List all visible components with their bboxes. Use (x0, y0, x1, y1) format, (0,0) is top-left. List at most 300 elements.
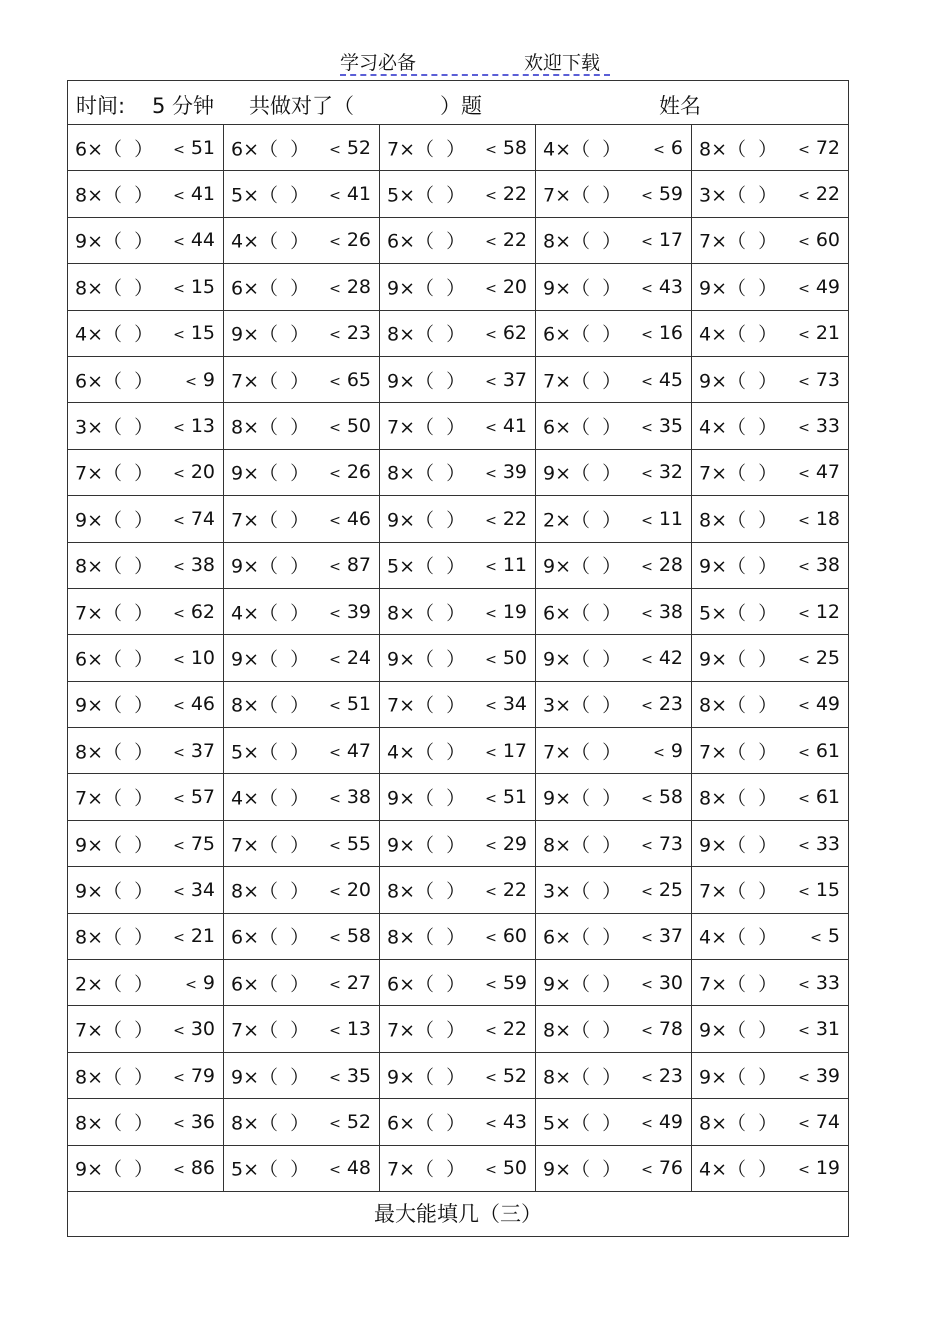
times-blank: ×（ ） (243, 602, 310, 625)
less-than-sign: < (485, 1162, 497, 1179)
problem-multiplier (543, 181, 621, 208)
limit-number: 22 (502, 507, 527, 530)
problem-cell (224, 635, 380, 681)
problem-limit (329, 322, 371, 344)
problem-cell (380, 543, 536, 589)
problem-multiplier (387, 1155, 465, 1182)
multiplier-digit: 7 (699, 880, 712, 903)
problem-limit (173, 183, 215, 205)
problem-multiplier (387, 876, 465, 903)
problem-multiplier (75, 1016, 153, 1043)
problem-multiplier (543, 598, 621, 625)
problem-multiplier (75, 876, 153, 903)
problem-cell (536, 171, 692, 217)
less-than-sign: < (485, 1023, 497, 1040)
less-than-sign: < (798, 605, 810, 622)
problem-cell (692, 867, 848, 913)
problem-multiplier (699, 552, 777, 579)
limit-number: 51 (190, 136, 215, 159)
less-than-sign: < (329, 651, 341, 668)
less-than-sign: < (485, 512, 497, 529)
problem-cell (536, 914, 692, 960)
multiplier-digit: 6 (75, 370, 88, 393)
problem-cell (536, 867, 692, 913)
problem-cell (536, 1146, 692, 1192)
less-than-sign: < (329, 280, 341, 297)
problem-cell (692, 821, 848, 867)
limit-number: 62 (502, 322, 527, 345)
times-blank: ×（ ） (399, 741, 466, 764)
problem-multiplier (75, 320, 153, 347)
problem-multiplier (387, 969, 465, 996)
times-blank: ×（ ） (87, 648, 154, 671)
problem-multiplier (387, 366, 465, 393)
times-blank: ×（ ） (555, 1066, 622, 1088)
problem-limit (329, 415, 371, 437)
problem-limit (485, 415, 527, 437)
problem-limit (798, 1018, 840, 1040)
problem-cell (224, 1006, 380, 1052)
problem-multiplier (699, 366, 777, 393)
multiplier-digit: 9 (543, 1158, 556, 1181)
multiplier-digit: 8 (231, 694, 244, 717)
less-than-sign: < (798, 1115, 810, 1132)
less-than-sign: < (641, 327, 653, 344)
problem-limit (485, 554, 527, 576)
problem-multiplier (387, 552, 465, 579)
problem-cell (536, 311, 692, 357)
problem-cell (68, 728, 224, 774)
less-than-sign: < (173, 1115, 185, 1132)
problem-multiplier (75, 181, 153, 208)
problem-multiplier (75, 366, 153, 393)
times-blank: ×（ ） (711, 1158, 778, 1181)
times-blank: ×（ ） (87, 1112, 154, 1135)
times-blank: ×（ ） (555, 370, 622, 393)
problem-limit (173, 554, 215, 576)
multiplier-digit: 8 (231, 416, 244, 439)
limit-number: 75 (190, 832, 215, 855)
multiplier-digit: 6 (543, 926, 556, 949)
multiplier-digit: 5 (231, 1158, 244, 1181)
less-than-sign: < (485, 1069, 497, 1086)
problem-cell (692, 589, 848, 635)
limit-number: 22 (502, 1018, 527, 1041)
multiplier-digit: 6 (387, 973, 400, 996)
problem-limit (329, 879, 371, 901)
less-than-sign: < (329, 512, 341, 529)
problem-multiplier (231, 227, 309, 254)
times-blank: ×（ ） (711, 602, 778, 625)
problem-limit (173, 833, 215, 855)
problem-cell (692, 496, 848, 542)
times-blank: ×（ ） (87, 416, 154, 439)
less-than-sign: < (641, 234, 653, 251)
limit-number: 50 (502, 1157, 527, 1180)
problem-multiplier (543, 691, 621, 718)
problem-cell (380, 635, 536, 681)
problem-multiplier (231, 969, 309, 996)
less-than-sign: < (641, 280, 653, 297)
problem-limit (641, 415, 683, 437)
times-blank: ×（ ） (555, 555, 622, 578)
name-label: 姓名 (659, 94, 701, 118)
less-than-sign: < (653, 141, 665, 158)
times-blank: ×（ ） (555, 1019, 622, 1042)
problem-multiplier (231, 552, 309, 579)
limit-number: 52 (502, 1064, 527, 1087)
less-than-sign: < (329, 605, 341, 622)
limit-number: 17 (502, 739, 527, 762)
limit-number: 60 (502, 925, 527, 948)
problem-cell (224, 914, 380, 960)
problem-multiplier (75, 505, 153, 532)
problem-limit (641, 925, 683, 947)
times-blank: ×（ ） (555, 602, 622, 625)
times-blank: ×（ ） (87, 184, 154, 207)
problem-cell (536, 960, 692, 1006)
limit-number: 38 (658, 600, 683, 623)
problem-multiplier (231, 505, 309, 532)
less-than-sign: < (641, 791, 653, 808)
problem-multiplier (75, 273, 153, 300)
problem-cell (380, 821, 536, 867)
multiplier-digit: 3 (699, 184, 712, 207)
limit-number: 30 (190, 1018, 215, 1041)
multiplier-digit: 9 (75, 834, 88, 857)
times-blank: ×（ ） (243, 694, 310, 717)
multiplier-digit: 9 (387, 787, 400, 810)
problem-limit (173, 1111, 215, 1133)
problem-cell (536, 218, 692, 264)
problem-limit (173, 1157, 215, 1179)
limit-number: 58 (346, 925, 371, 948)
less-than-sign: < (798, 1162, 810, 1179)
multiplier-digit: 9 (699, 1019, 712, 1042)
problem-limit (641, 833, 683, 855)
limit-number: 10 (190, 646, 215, 669)
problem-limit (329, 1157, 371, 1179)
problem-limit (329, 740, 371, 762)
problem-limit (641, 183, 683, 205)
times-blank: ×（ ） (243, 370, 310, 393)
problem-multiplier (699, 737, 777, 764)
multiplier-digit: 4 (75, 323, 88, 346)
problem-multiplier (543, 134, 621, 161)
less-than-sign: < (641, 420, 653, 437)
less-than-sign: < (641, 188, 653, 205)
problem-limit (641, 369, 683, 391)
times-blank: ×（ ） (243, 138, 310, 161)
times-blank: ×（ ） (555, 741, 622, 764)
multiplier-digit: 9 (699, 648, 712, 671)
less-than-sign: < (185, 373, 197, 390)
limit-number: 21 (815, 322, 840, 345)
problem-cell (380, 914, 536, 960)
problem-cell (224, 218, 380, 264)
problem-cell (68, 264, 224, 310)
problem-limit (485, 229, 527, 251)
less-than-sign: < (485, 373, 497, 390)
problem-limit (329, 925, 371, 947)
limit-number: 22 (502, 229, 527, 252)
problem-limit (798, 183, 840, 205)
problem-multiplier (75, 598, 153, 625)
less-than-sign: < (641, 373, 653, 390)
problem-cell (68, 589, 224, 635)
times-blank: ×（ ） (399, 834, 466, 857)
times-blank: ×（ ） (555, 462, 622, 485)
multiplier-digit: 9 (387, 509, 400, 532)
multiplier-digit: 9 (75, 509, 88, 532)
multiplier-digit: 6 (231, 973, 244, 996)
problem-multiplier (387, 830, 465, 857)
less-than-sign: < (173, 1023, 185, 1040)
multiplier-digit: 8 (543, 834, 556, 857)
problem-limit (329, 647, 371, 669)
less-than-sign: < (485, 883, 497, 900)
problem-cell (224, 1146, 380, 1192)
times-blank: ×（ ） (555, 880, 622, 903)
problem-limit (173, 1065, 215, 1087)
page-header (0, 44, 950, 80)
limit-number: 60 (815, 229, 840, 252)
limit-number: 41 (190, 183, 215, 206)
times-blank: ×（ ） (711, 277, 778, 300)
multiplier-digit: 8 (543, 230, 556, 253)
times-blank: ×（ ） (399, 555, 466, 578)
problem-cell (692, 264, 848, 310)
limit-number: 33 (815, 832, 840, 855)
times-blank: ×（ ） (711, 230, 778, 253)
limit-number: 6 (670, 136, 683, 159)
less-than-sign: < (329, 420, 341, 437)
problem-cell (380, 496, 536, 542)
less-than-sign: < (798, 744, 810, 761)
problem-cell (68, 1146, 224, 1192)
times-blank: ×（ ） (243, 1112, 310, 1135)
less-than-sign: < (329, 1162, 341, 1179)
problem-multiplier (699, 1108, 777, 1135)
less-than-sign: < (798, 837, 810, 854)
problem-limit (329, 461, 371, 483)
multiplier-digit: 9 (543, 648, 556, 671)
times-blank: ×（ ） (555, 184, 622, 207)
multiplier-digit: 9 (543, 462, 556, 485)
problem-limit (173, 740, 215, 762)
times-blank: ×（ ） (711, 973, 778, 996)
multiplier-digit: 5 (387, 555, 400, 578)
problem-multiplier (699, 320, 777, 347)
less-than-sign: < (173, 651, 185, 668)
limit-number: 26 (346, 229, 371, 252)
problem-cell (68, 496, 224, 542)
limit-number: 73 (658, 832, 683, 855)
times-blank: ×（ ） (87, 602, 154, 625)
multiplier-digit: 8 (75, 555, 88, 578)
problem-limit (329, 601, 371, 623)
times-blank: ×（ ） (243, 230, 310, 253)
problem-multiplier (231, 320, 309, 347)
problem-multiplier (75, 1062, 153, 1089)
limit-number: 31 (815, 1018, 840, 1041)
limit-number: 47 (815, 461, 840, 484)
times-blank: ×（ ） (243, 184, 310, 207)
less-than-sign: < (798, 280, 810, 297)
times-blank: ×（ ） (87, 973, 154, 996)
multiplier-digit: 4 (699, 323, 712, 346)
limit-number: 51 (346, 693, 371, 716)
problem-limit (798, 601, 840, 623)
problem-limit (173, 647, 215, 669)
limit-number: 11 (658, 507, 683, 530)
less-than-sign: < (329, 141, 341, 158)
time-value: 5 分钟 (152, 94, 215, 118)
multiplier-digit: 9 (75, 1158, 88, 1181)
times-blank: ×（ ） (399, 602, 466, 625)
multiplier-digit: 8 (75, 1066, 88, 1088)
less-than-sign: < (798, 327, 810, 344)
problem-multiplier (387, 320, 465, 347)
less-than-sign: < (485, 930, 497, 947)
problem-multiplier (543, 366, 621, 393)
problem-multiplier (231, 598, 309, 625)
multiplier-digit: 8 (231, 880, 244, 903)
problem-limit (798, 229, 840, 251)
limit-number: 50 (346, 415, 371, 438)
less-than-sign: < (485, 466, 497, 483)
problem-limit (485, 925, 527, 947)
problem-cell (536, 496, 692, 542)
times-blank: ×（ ） (711, 323, 778, 346)
less-than-sign: < (798, 559, 810, 576)
limit-number: 43 (658, 275, 683, 298)
times-blank: ×（ ） (711, 1066, 778, 1088)
multiplier-digit: 9 (543, 277, 556, 300)
problem-limit (185, 369, 215, 391)
less-than-sign: < (173, 837, 185, 854)
header-dashed-underline (340, 74, 610, 76)
less-than-sign: < (798, 791, 810, 808)
times-blank: ×（ ） (243, 462, 310, 485)
less-than-sign: < (173, 1162, 185, 1179)
less-than-sign: < (485, 420, 497, 437)
times-blank: ×（ ） (399, 184, 466, 207)
multiplier-digit: 7 (387, 1019, 400, 1042)
problem-multiplier (387, 273, 465, 300)
problem-cell (692, 543, 848, 589)
problem-cell (536, 403, 692, 449)
multiplier-digit: 9 (699, 1066, 712, 1088)
limit-number: 73 (815, 368, 840, 391)
limit-number: 23 (658, 693, 683, 716)
limit-number: 35 (346, 1064, 371, 1087)
times-blank: ×（ ） (243, 1158, 310, 1181)
times-blank: ×（ ） (399, 1019, 466, 1042)
less-than-sign: < (173, 234, 185, 251)
problem-multiplier (543, 737, 621, 764)
multiplier-digit: 8 (699, 509, 712, 532)
problem-multiplier (543, 413, 621, 440)
less-than-sign: < (641, 466, 653, 483)
less-than-sign: < (641, 930, 653, 947)
problem-multiplier (543, 644, 621, 671)
multiplier-digit: 9 (75, 880, 88, 903)
problem-limit (641, 786, 683, 808)
multiplier-digit: 4 (699, 926, 712, 949)
problem-multiplier (699, 923, 777, 950)
less-than-sign: < (329, 234, 341, 251)
problem-multiplier (231, 459, 309, 486)
problem-multiplier (387, 413, 465, 440)
multiplier-digit: 9 (75, 694, 88, 717)
problem-cell (536, 682, 692, 728)
less-than-sign: < (329, 1069, 341, 1086)
times-blank: ×（ ） (399, 370, 466, 393)
multiplier-digit: 7 (699, 973, 712, 996)
problem-multiplier (699, 691, 777, 718)
problem-cell (68, 543, 224, 589)
limit-number: 50 (502, 646, 527, 669)
problem-cell (68, 1006, 224, 1052)
limit-number: 51 (502, 786, 527, 809)
multiplier-digit: 7 (387, 416, 400, 439)
problem-multiplier (231, 1155, 309, 1182)
times-blank: ×（ ） (555, 648, 622, 671)
problem-multiplier (699, 505, 777, 532)
problem-limit (173, 322, 215, 344)
problem-multiplier (543, 1108, 621, 1135)
times-blank: ×（ ） (711, 416, 778, 439)
problem-limit (641, 972, 683, 994)
less-than-sign: < (329, 559, 341, 576)
problem-limit (810, 925, 840, 947)
less-than-sign: < (329, 373, 341, 390)
multiplier-digit: 9 (387, 277, 400, 300)
less-than-sign: < (641, 837, 653, 854)
problem-multiplier (543, 1016, 621, 1043)
problem-cell (68, 125, 224, 171)
multiplier-digit: 6 (231, 926, 244, 949)
problem-cell (224, 867, 380, 913)
limit-number: 27 (346, 971, 371, 994)
limit-number: 58 (502, 136, 527, 159)
problem-cell (380, 357, 536, 403)
less-than-sign: < (641, 1023, 653, 1040)
less-than-sign: < (329, 188, 341, 205)
less-than-sign: < (798, 698, 810, 715)
less-than-sign: < (485, 791, 497, 808)
problem-cell (692, 1053, 848, 1099)
times-blank: ×（ ） (87, 370, 154, 393)
less-than-sign: < (173, 327, 185, 344)
times-blank: ×（ ） (399, 973, 466, 996)
times-blank: ×（ ） (243, 323, 310, 346)
problem-multiplier (699, 969, 777, 996)
multiplier-digit: 6 (231, 277, 244, 300)
multiplier-digit: 5 (699, 602, 712, 625)
problem-cell (68, 1053, 224, 1099)
problem-cell (536, 728, 692, 774)
problem-multiplier (231, 784, 309, 811)
correct-count-label: 共做对了（ (249, 94, 354, 118)
problem-cell (692, 311, 848, 357)
less-than-sign: < (798, 234, 810, 251)
problem-limit (485, 369, 527, 391)
less-than-sign: < (173, 883, 185, 900)
times-blank: ×（ ） (243, 1066, 310, 1088)
multiplier-digit: 8 (699, 1112, 712, 1135)
